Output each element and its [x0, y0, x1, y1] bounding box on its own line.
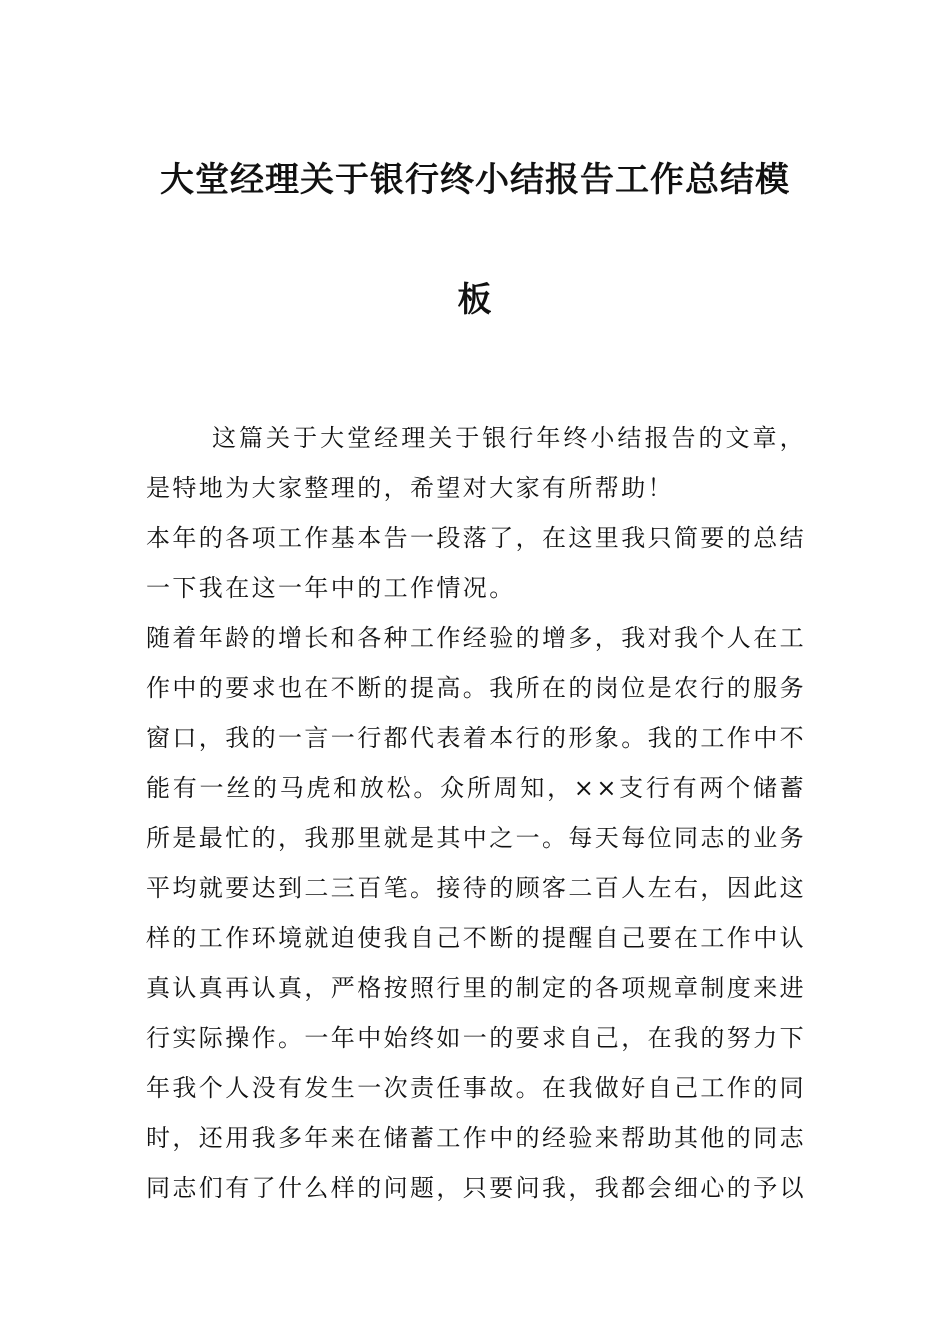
document-title-line-1: 大堂经理关于银行终小结报告工作总结模 — [160, 160, 790, 200]
body-paragraph: 本年的各项工作基本告一段落了，在这里我只简要的总结一下我在这一年中的工作情况。 — [146, 524, 806, 602]
document-title-line-2: 板 — [457, 280, 493, 320]
intro-paragraph: 这篇关于大堂经理关于银行年终小结报告的文章，是特地为大家整理的，希望对大家有所帮助！ — [146, 424, 806, 502]
document-body — [146, 413, 806, 1213]
body-paragraph: 随着年龄的增长和各种工作经验的增多，我对我个人在工作中的要求也在不断的提高。我所在的岗位是农行的服务窗口，我的一言一行都代表着本行的形象。我的工作中不能有一丝的马虎和放松。众所周知，××支行有两个储蓄所是最忙的，我那里就是其中之一。每天每位同志的业务平均就要达到二三百笔。接待的顾客二百人左右，因此这样的工作环境就迫使我自己不断的提醒自己要在工作中认真认真再认真，严格按照行里的制定的各项规章制度来进行实际操作。一年中始终如一的要求自己，在我的努力下年我个人没有发生一次责任事故。在我做好自己工作的同时，还用我多年来在储蓄工作中的经验来帮助其他的同志同志们有了什么样的问题，只要问我，我都会细心的予以 — [146, 624, 806, 1202]
